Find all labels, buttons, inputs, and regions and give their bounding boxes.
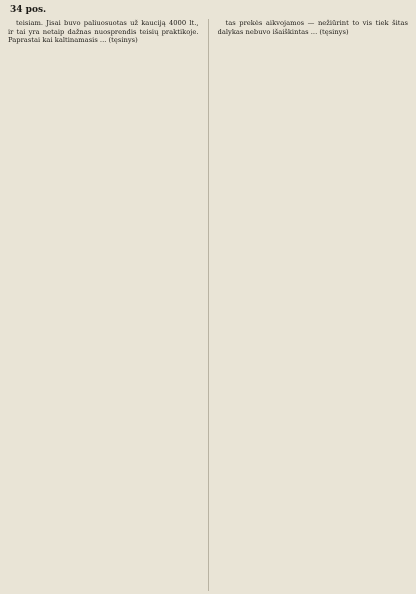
paragraph-text: tas prekės aikvojamos — nežiūrint to vis tiek šitas dalykas nebuvo išaiškintas ... (tęsinys): [217, 19, 409, 36]
column-divider: [208, 19, 209, 591]
text-columns: [8, 19, 408, 591]
page-number: 34 pos.: [10, 5, 47, 15]
paragraph: [8, 19, 199, 45]
paragraph-text: teisiam. Jisai buvo paliuosuotas už kauciją 4000 lt., ir tai yra netaip dažnas nuosprendis teisių praktikoje. Paprastai kai kaltinamasis ... (tęsinys): [8, 19, 199, 45]
right-column: [218, 19, 409, 591]
left-column: [8, 19, 199, 591]
paragraph: [218, 19, 409, 36]
